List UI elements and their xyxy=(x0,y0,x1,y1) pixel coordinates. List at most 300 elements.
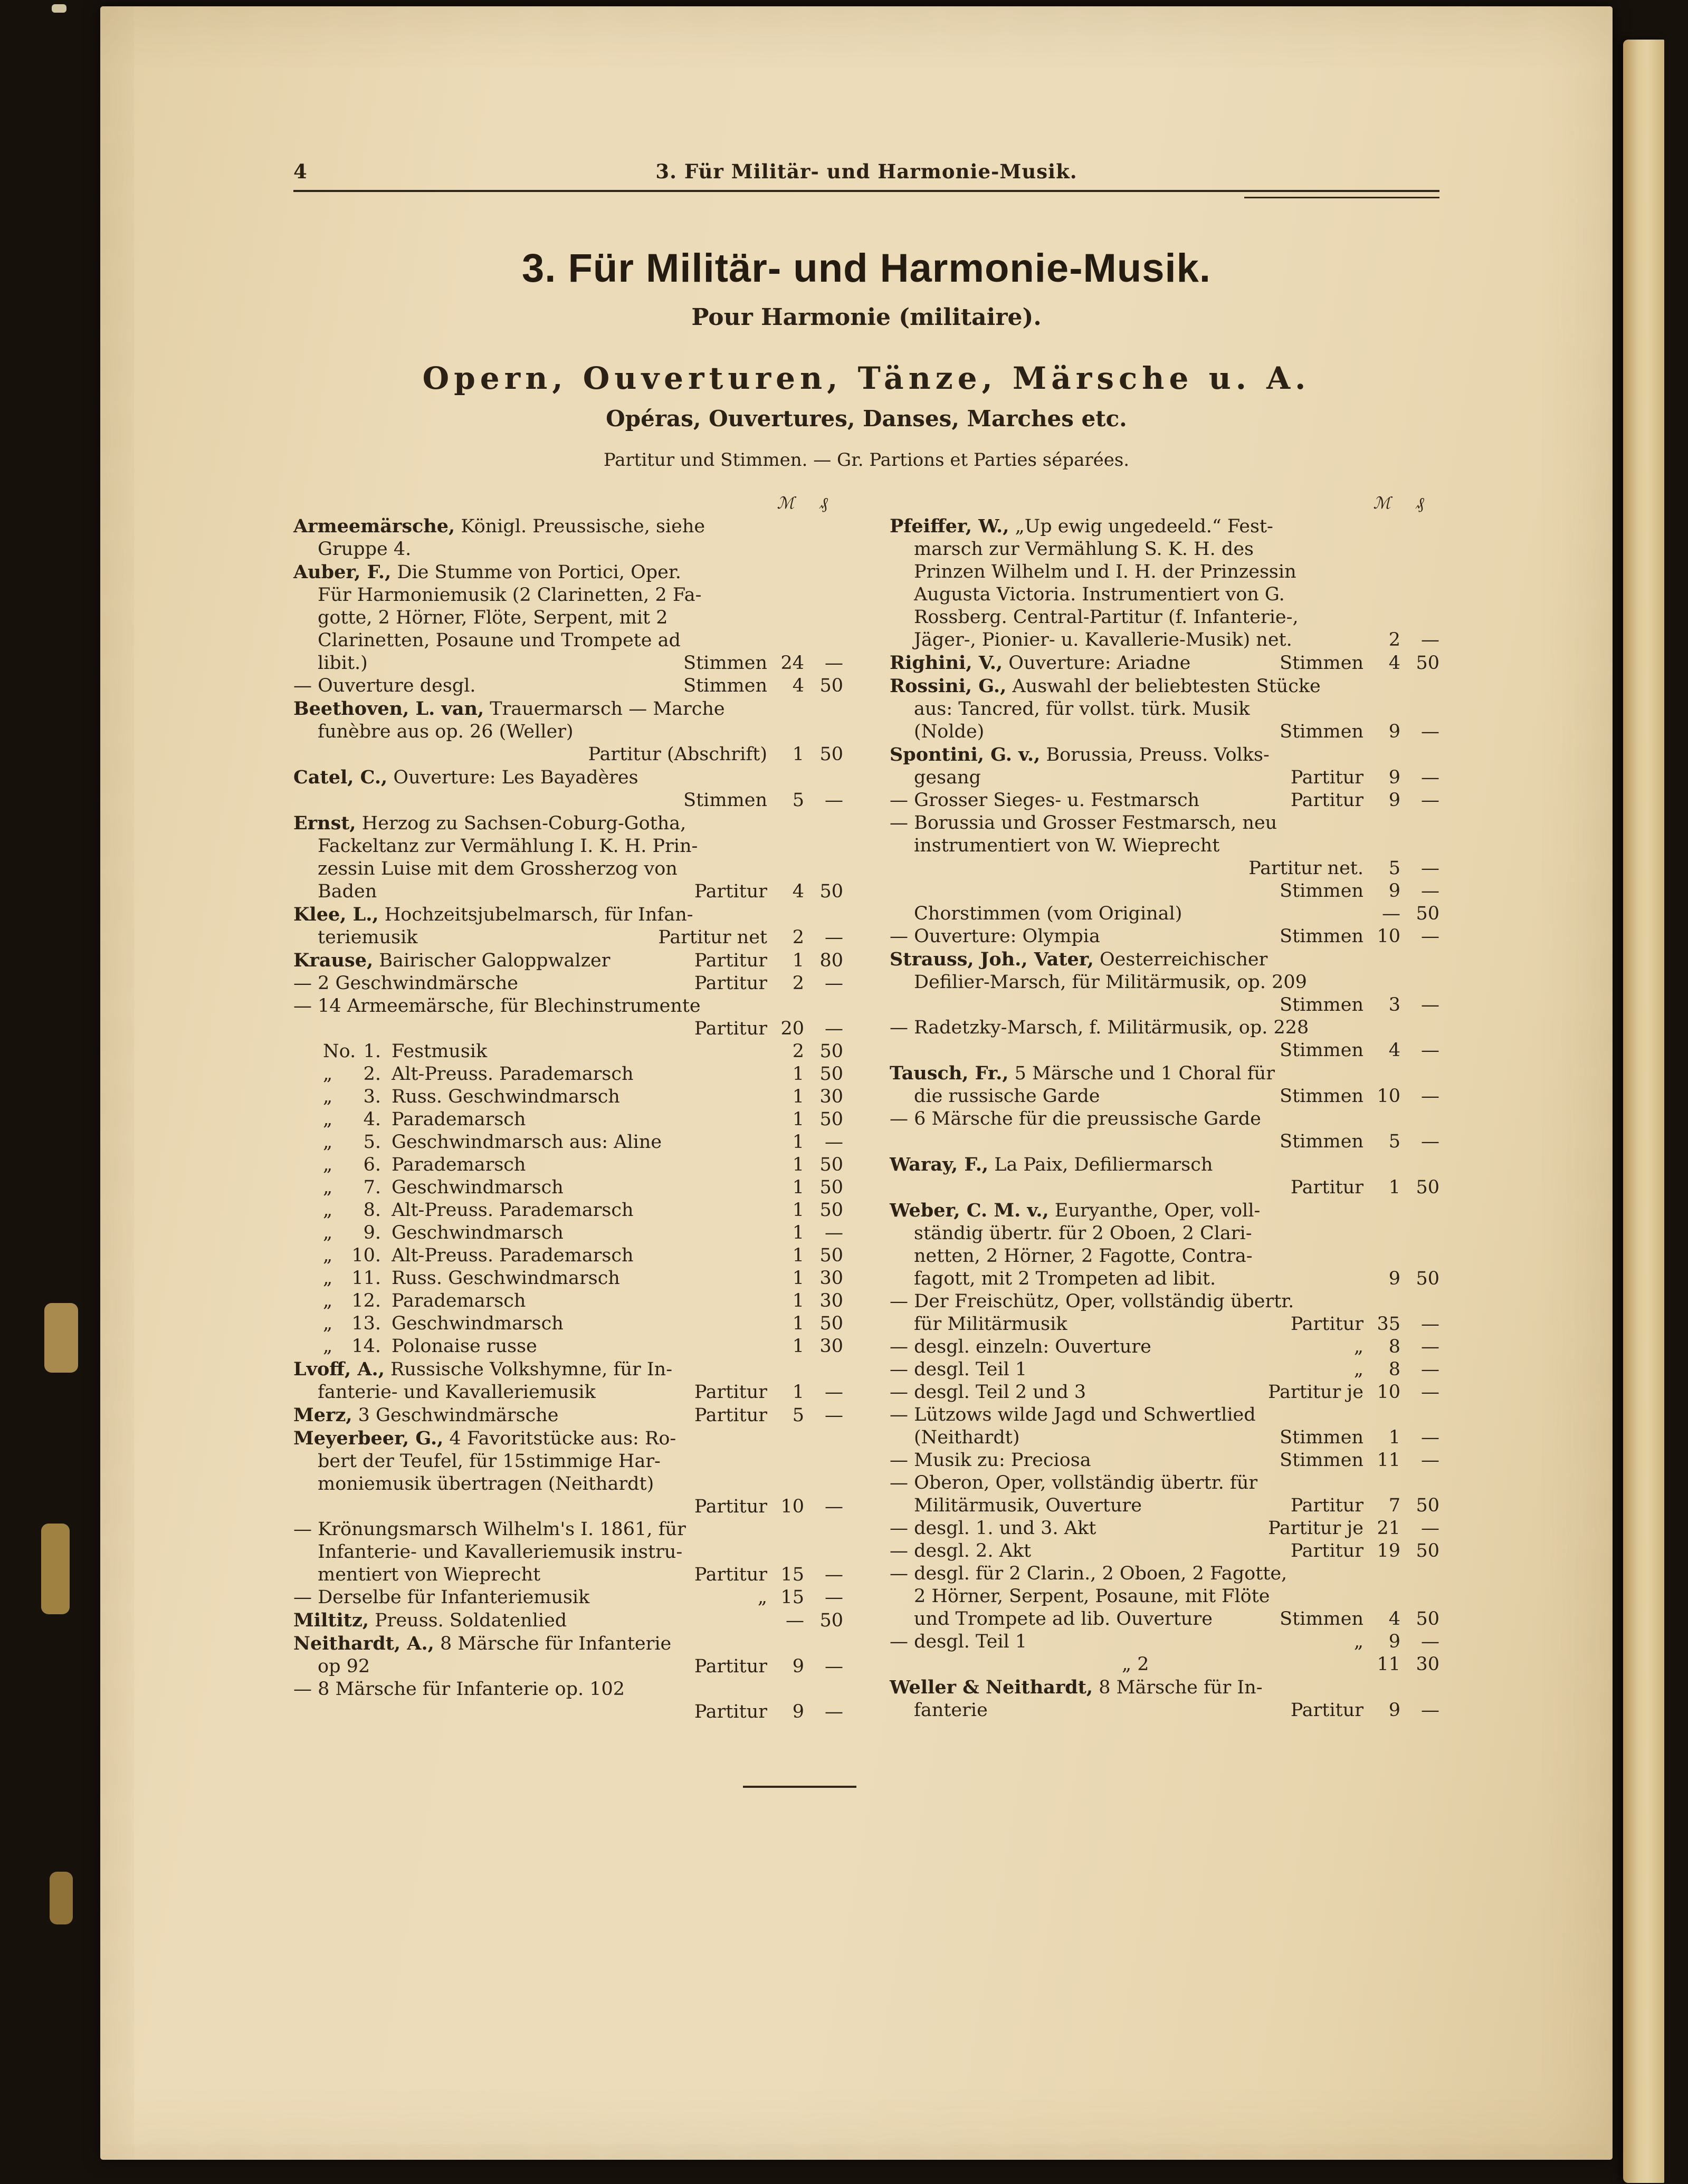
entry-text: gotte, 2 Hörner, Flöte, Serpent, mit 2 xyxy=(318,607,668,628)
entry-text: Fackeltanz zur Vermählung I. K. H. Prin- xyxy=(318,836,698,857)
composer-name: Pfeiffer, W., xyxy=(890,515,1009,537)
entry-text: Alt-Preuss. Parademarsch xyxy=(392,1064,634,1085)
price-label: Partitur xyxy=(694,881,767,902)
entry-line xyxy=(890,1290,1439,1313)
entry-line xyxy=(293,926,843,949)
price-label: Partitur xyxy=(1290,1700,1363,1721)
price-mark: 15 xyxy=(780,1587,804,1608)
entry-line xyxy=(890,994,1439,1017)
price-mark: 1 xyxy=(792,1313,804,1334)
price-label: Partitur net. xyxy=(1248,858,1363,879)
entry-line xyxy=(293,1131,843,1154)
composer-name: Merz, xyxy=(293,1404,352,1426)
price-pfennig: — xyxy=(1421,1700,1439,1721)
price-pfennig: — xyxy=(825,1656,843,1677)
entry-line xyxy=(293,1701,843,1723)
entry-line xyxy=(293,1450,843,1473)
price-mark: 20 xyxy=(780,1018,804,1039)
entry-line xyxy=(293,1154,843,1176)
list-number: 3. xyxy=(363,1086,381,1107)
mark-currency-symbol: ℳ xyxy=(777,494,795,513)
price-mark: 7 xyxy=(1388,1495,1400,1516)
entry-line xyxy=(890,1653,1439,1676)
price-pfennig: 30 xyxy=(1416,1654,1439,1675)
entry-line xyxy=(890,1449,1439,1472)
entry-line xyxy=(293,835,843,858)
entry-line xyxy=(293,1222,843,1244)
composer-name: Righini, V., xyxy=(890,652,1003,674)
entry-text: — Borussia und Grosser Festmarsch, neu xyxy=(890,812,1277,834)
price-pfennig: 50 xyxy=(1416,1268,1439,1289)
entry-text: aus: Tancred, für vollst. türk. Musik xyxy=(914,698,1250,720)
entry-text: Alt-Preuss. Parademarsch xyxy=(392,1245,634,1266)
entry-line xyxy=(890,743,1439,767)
price-label: Partitur net xyxy=(658,927,767,948)
currency-header-row xyxy=(293,494,843,513)
price-mark: 1 xyxy=(792,1336,804,1357)
list-number: 5. xyxy=(363,1132,381,1153)
price-label: Partitur xyxy=(1290,1314,1363,1335)
entry-line xyxy=(293,697,843,721)
entry-text: Geschwindmarsch aus: Aline xyxy=(392,1132,662,1153)
price-pfennig: — xyxy=(825,1564,843,1585)
price-mark: 9 xyxy=(1388,767,1400,788)
price-pfennig: — xyxy=(1421,1427,1439,1448)
entry-line xyxy=(890,561,1439,583)
price-pfennig: 50 xyxy=(819,1245,843,1266)
list-number: 4. xyxy=(363,1109,381,1130)
price-label: Partitur xyxy=(694,1656,767,1677)
price-mark: 24 xyxy=(780,653,804,674)
paper-fragment xyxy=(41,1524,70,1614)
price-label: Stimmen xyxy=(683,675,767,696)
price-mark: 9 xyxy=(1388,880,1400,902)
price-pfennig: — xyxy=(825,1496,843,1517)
entry-line xyxy=(890,1540,1439,1563)
entry-line xyxy=(293,972,843,995)
entry-line xyxy=(293,995,843,1018)
entry-text: — Lützows wilde Jagd und Schwertlied xyxy=(890,1404,1256,1425)
entry-line xyxy=(293,1176,843,1199)
list-number: 11. xyxy=(351,1268,381,1289)
entry-text: instrumentiert von W. Wieprecht xyxy=(914,835,1220,856)
catalog-column-right xyxy=(890,494,1439,1723)
entry-line xyxy=(890,812,1439,835)
list-number: 6. xyxy=(363,1154,381,1175)
entry-line xyxy=(890,1245,1439,1268)
entry-text: netten, 2 Hörner, 2 Fagotte, Contra- xyxy=(914,1246,1253,1267)
price-pfennig: — xyxy=(1421,880,1439,902)
price-pfennig: 50 xyxy=(1416,1177,1439,1198)
price-pfennig: — xyxy=(825,1382,843,1403)
price-mark: 9 xyxy=(792,1701,804,1722)
price-label: „ xyxy=(1353,1336,1363,1357)
entry-line xyxy=(293,1018,843,1040)
entry-text: Tausch, Fr., 5 Märsche und 1 Choral für xyxy=(890,1062,1275,1084)
entry-line xyxy=(890,880,1439,903)
list-prefix: „ xyxy=(323,1132,333,1153)
entry-line xyxy=(293,789,843,812)
entry-line xyxy=(890,1153,1439,1176)
price-pfennig: — xyxy=(825,1701,843,1722)
entry-line xyxy=(890,1108,1439,1131)
list-number: 8. xyxy=(363,1200,381,1221)
price-pfennig: 50 xyxy=(819,1313,843,1334)
entry-text: — Musik zu: Preciosa xyxy=(890,1450,1091,1471)
entry-line xyxy=(890,698,1439,721)
price-mark: — xyxy=(1382,903,1400,924)
price-label: „ xyxy=(1353,1631,1363,1652)
entry-text: moniemusik übertragen (Neithardt) xyxy=(318,1473,654,1495)
entry-line xyxy=(890,857,1439,880)
price-pfennig: 50 xyxy=(1416,1540,1439,1562)
price-mark: 2 xyxy=(792,973,804,994)
price-pfennig: 30 xyxy=(819,1290,843,1311)
entry-line xyxy=(293,1040,843,1063)
entry-text: zessin Luise mit dem Grossherzog von xyxy=(318,858,678,879)
list-number: 7. xyxy=(363,1177,381,1198)
entry-line xyxy=(293,607,843,629)
price-mark: 8 xyxy=(1388,1359,1400,1380)
price-pfennig: — xyxy=(1421,1450,1439,1471)
entry-line xyxy=(890,1222,1439,1245)
price-label: Partitur xyxy=(1290,1495,1363,1516)
entry-line xyxy=(890,1631,1439,1653)
entry-line xyxy=(293,766,843,789)
entry-text: Rossberg. Central-Partitur (f. Infanterie-, xyxy=(914,607,1299,628)
price-pfennig: — xyxy=(1421,790,1439,811)
paper-speck xyxy=(52,4,66,13)
price-pfennig: 30 xyxy=(819,1086,843,1107)
entry-text: bert der Teufel, für 15stimmige Har- xyxy=(318,1451,661,1472)
price-pfennig: — xyxy=(1421,994,1439,1016)
price-mark: — xyxy=(786,1610,804,1631)
entry-text: — Derselbe für Infanteriemusik xyxy=(293,1587,590,1608)
price-mark: 4 xyxy=(1388,653,1400,674)
entry-line xyxy=(293,743,843,766)
entry-text: Pfeiffer, W., „Up ewig ungedeeld.“ Fest- xyxy=(890,515,1273,537)
list-prefix: „ xyxy=(323,1290,333,1311)
entry-text: Righini, V., Ouverture: Ariadne xyxy=(890,652,1191,674)
price-pfennig: 50 xyxy=(819,1154,843,1175)
entry-text: Defilier-Marsch, für Militärmusik, op. 209 xyxy=(914,972,1307,993)
entry-line xyxy=(890,606,1439,629)
running-title: 3. Für Militär- und Harmonie-Musik. xyxy=(655,160,1077,183)
price-mark: 2 xyxy=(792,927,804,948)
entry-line xyxy=(293,515,843,538)
price-pfennig: 50 xyxy=(819,1109,843,1130)
entry-text: Parademarsch xyxy=(392,1109,526,1130)
price-mark: 1 xyxy=(792,950,804,971)
price-label: Partitur je xyxy=(1268,1382,1363,1403)
price-mark: 9 xyxy=(1388,790,1400,811)
price-mark: 4 xyxy=(792,675,804,696)
price-mark: 35 xyxy=(1377,1314,1400,1335)
composer-name: Waray, F., xyxy=(890,1154,989,1175)
section-subtitle-french: Pour Harmonie (militaire). xyxy=(691,304,1042,331)
catalog-columns xyxy=(293,494,1439,1723)
entry-text: Strauss, Joh., Vater, Oesterreichischer xyxy=(890,949,1268,970)
price-label: Partitur xyxy=(1290,1177,1363,1198)
entry-text: Klee, L., Hochzeitsjubelmarsch, für Infan- xyxy=(293,904,693,925)
entry-text: — desgl. einzeln: Ouverture xyxy=(890,1336,1151,1357)
composer-name: Weber, C. M. v., xyxy=(890,1200,1049,1221)
price-pfennig: 50 xyxy=(819,675,843,696)
entry-text: für Militärmusik xyxy=(914,1314,1067,1335)
price-mark: 1 xyxy=(792,1064,804,1085)
list-number: 1. xyxy=(363,1041,381,1062)
price-mark: 9 xyxy=(1388,1631,1400,1652)
price-pfennig: — xyxy=(825,973,843,994)
entry-line xyxy=(890,721,1439,743)
adjacent-page-edge xyxy=(1623,40,1664,2183)
entry-text: Spontini, G. v., Borussia, Preuss. Volks- xyxy=(890,744,1270,765)
entry-line xyxy=(293,1063,843,1086)
price-label: Stimmen xyxy=(1280,653,1363,674)
price-mark: 15 xyxy=(780,1564,804,1585)
composer-name: Miltitz, xyxy=(293,1610,369,1631)
entry-text: Chorstimmen (vom Original) xyxy=(914,903,1182,924)
price-label: Partitur xyxy=(694,973,767,994)
price-pfennig: 50 xyxy=(819,1041,843,1062)
entry-text: gesang xyxy=(914,767,981,788)
price-label: Stimmen xyxy=(1280,721,1363,742)
price-pfennig: — xyxy=(1421,1086,1439,1107)
entry-text: Augusta Victoria. Instrumentiert von G. xyxy=(914,584,1285,605)
entry-line xyxy=(293,812,843,835)
price-mark: 9 xyxy=(1388,721,1400,742)
entry-text: — 14 Armeemärsche, für Blechinstrumente xyxy=(293,995,701,1017)
entry-text: — 6 Märsche für die preussische Garde xyxy=(890,1108,1261,1129)
entry-text: Ernst, Herzog zu Sachsen-Coburg-Gotha, xyxy=(293,812,686,834)
price-label: Stimmen xyxy=(1280,1450,1363,1471)
entry-text: Weller & Neithardt, 8 Märsche für In- xyxy=(890,1677,1263,1698)
price-pfennig: 50 xyxy=(1416,653,1439,674)
composer-name: Spontini, G. v., xyxy=(890,744,1041,765)
entry-text: und Trompete ad lib. Ouverture xyxy=(914,1608,1213,1630)
entry-line xyxy=(890,903,1439,925)
entry-line xyxy=(890,675,1439,698)
page-content xyxy=(293,160,1439,1788)
entry-text: — Radetzky-Marsch, f. Militärmusik, op. 228 xyxy=(890,1017,1309,1038)
price-pfennig: — xyxy=(825,1018,843,1039)
entry-text: Geschwindmarsch xyxy=(392,1222,564,1243)
entry-text: Festmusik xyxy=(392,1041,488,1062)
entry-text: — Krönungsmarsch Wilhelm's I. 1861, für xyxy=(293,1519,686,1540)
entry-text: — 8 Märsche für Infanterie op. 102 xyxy=(293,1679,625,1700)
price-label: Stimmen xyxy=(1280,994,1363,1016)
price-pfennig: — xyxy=(825,1222,843,1243)
price-label: Partitur xyxy=(694,950,767,971)
price-mark: 5 xyxy=(1388,858,1400,879)
entry-text: Alt-Preuss. Parademarsch xyxy=(392,1200,634,1221)
composer-name: Lvoff, A., xyxy=(293,1358,385,1380)
entry-text: — Der Freischütz, Oper, vollständig übertr. xyxy=(890,1291,1294,1312)
price-mark: 1 xyxy=(792,1109,804,1130)
list-prefix: „ xyxy=(323,1109,333,1130)
entry-text: Parademarsch xyxy=(392,1290,526,1311)
entry-text: fanterie xyxy=(914,1700,988,1721)
price-mark: 21 xyxy=(1377,1518,1400,1539)
entry-line xyxy=(890,1472,1439,1495)
price-mark: 1 xyxy=(1388,1177,1400,1198)
price-label: Partitur xyxy=(1290,767,1363,788)
price-label: Stimmen xyxy=(1280,1427,1363,1448)
entry-line xyxy=(293,1586,843,1609)
entry-text: Catel, C., Ouverture: Les Bayadères xyxy=(293,767,638,788)
header-rule-short xyxy=(1244,197,1439,198)
entry-line xyxy=(293,1678,843,1701)
paper-fragment xyxy=(44,1303,78,1373)
price-pfennig: — xyxy=(825,1587,843,1608)
price-label: Stimmen xyxy=(1280,880,1363,902)
entry-line xyxy=(890,1336,1439,1358)
currency-header-row xyxy=(890,494,1439,513)
entry-line xyxy=(890,1199,1439,1222)
entry-text: op 92 xyxy=(318,1656,370,1677)
price-mark: 1 xyxy=(792,1268,804,1289)
price-mark: 8 xyxy=(1388,1336,1400,1357)
section-title: 3. Für Militär- und Harmonie-Musik. xyxy=(522,246,1211,291)
entry-line xyxy=(890,538,1439,561)
price-pfennig: — xyxy=(825,1132,843,1153)
price-mark: 5 xyxy=(1388,1131,1400,1152)
entry-text: Miltitz, Preuss. Soldatenlied xyxy=(293,1610,567,1631)
composer-name: Krause, xyxy=(293,950,374,971)
price-mark: 10 xyxy=(1377,1086,1400,1107)
entry-line xyxy=(293,949,843,972)
pfennig-currency-symbol: ₰ xyxy=(1416,494,1424,513)
mark-currency-symbol: ℳ xyxy=(1373,494,1391,513)
entry-text: Infanterie- und Kavalleriemusik instru- xyxy=(318,1541,683,1563)
entry-line xyxy=(293,1632,843,1655)
composer-name: Beethoven, L. van, xyxy=(293,698,484,720)
price-mark: 11 xyxy=(1377,1450,1400,1471)
entry-line xyxy=(293,629,843,652)
list-prefix: No. xyxy=(323,1041,356,1062)
entry-text: 2 Hörner, Serpent, Posaune, mit Flöte xyxy=(914,1586,1270,1607)
entry-line xyxy=(890,1404,1439,1426)
entry-text: Für Harmoniemusik (2 Clarinetten, 2 Fa- xyxy=(318,585,702,606)
price-mark: 9 xyxy=(792,1656,804,1677)
entry-text: mentiert von Wieprecht xyxy=(318,1564,541,1585)
price-label: Partitur (Abschrift) xyxy=(588,744,767,765)
price-pfennig: — xyxy=(1421,767,1439,788)
entry-line xyxy=(293,1496,843,1518)
price-mark: 19 xyxy=(1377,1540,1400,1562)
entry-text: Rossini, G., Auswahl der beliebtesten Stücke xyxy=(890,675,1321,697)
entry-text: Polonaise russe xyxy=(392,1336,537,1357)
list-prefix: „ xyxy=(323,1222,333,1243)
price-mark: 5 xyxy=(792,1405,804,1426)
entry-text: Prinzen Wilhelm und I. H. der Prinzessin xyxy=(914,561,1296,582)
entry-text: Merz, 3 Geschwindmärsche xyxy=(293,1404,559,1426)
entry-line xyxy=(890,789,1439,812)
price-mark: 10 xyxy=(1377,1382,1400,1403)
entry-text: Auber, F., Die Stumme von Portici, Oper. xyxy=(293,561,681,583)
price-mark: 11 xyxy=(1377,1654,1400,1675)
entry-text: — desgl. Teil 1 xyxy=(890,1631,1027,1652)
price-label: Stimmen xyxy=(1280,1086,1363,1107)
price-pfennig: — xyxy=(1421,926,1439,947)
price-mark: 1 xyxy=(792,744,804,765)
composer-name: Rossini, G., xyxy=(890,675,1007,697)
price-mark: 1 xyxy=(792,1290,804,1311)
price-mark: 1 xyxy=(792,1245,804,1266)
price-label: Partitur xyxy=(694,1701,767,1722)
entry-line xyxy=(890,1062,1439,1085)
list-prefix: „ xyxy=(323,1200,333,1221)
price-mark: 1 xyxy=(792,1154,804,1175)
price-pfennig: 50 xyxy=(819,1064,843,1085)
entry-line xyxy=(890,652,1439,675)
price-pfennig: — xyxy=(1421,1040,1439,1061)
list-number: 14. xyxy=(351,1336,381,1357)
entry-text: (Nolde) xyxy=(914,721,985,742)
entry-line xyxy=(293,1541,843,1564)
entry-text: Armeemärsche, Königl. Preussische, siehe xyxy=(293,515,705,537)
price-mark: 1 xyxy=(792,1132,804,1153)
entry-text: — Grosser Sieges- u. Festmarsch xyxy=(890,790,1200,811)
list-prefix: „ xyxy=(323,1177,333,1198)
entry-line xyxy=(293,1404,843,1427)
entry-line xyxy=(890,1039,1439,1062)
catalog-page xyxy=(100,6,1613,2160)
composer-name: Weller & Neithardt, xyxy=(890,1677,1093,1698)
price-pfennig: — xyxy=(825,1405,843,1426)
entry-text: — desgl. Teil 2 und 3 xyxy=(890,1382,1086,1403)
list-prefix: „ xyxy=(323,1154,333,1175)
price-label: Stimmen xyxy=(683,790,767,811)
entry-text: Clarinetten, Posaune und Trompete ad xyxy=(318,630,681,651)
price-label: Stimmen xyxy=(1280,1040,1363,1061)
section-end-rule xyxy=(743,1786,856,1788)
price-label: Partitur xyxy=(694,1382,767,1403)
entry-line xyxy=(293,1381,843,1404)
price-pfennig: — xyxy=(1421,721,1439,742)
entry-line xyxy=(890,1017,1439,1039)
page-header xyxy=(293,160,1439,183)
price-pfennig: — xyxy=(1421,1518,1439,1539)
price-label: „ xyxy=(1353,1359,1363,1380)
price-pfennig: — xyxy=(1421,629,1439,650)
price-label: Partitur xyxy=(1290,1540,1363,1562)
list-number: 9. xyxy=(363,1222,381,1243)
entry-text: Geschwindmarsch xyxy=(392,1177,564,1198)
entry-line xyxy=(890,1381,1439,1404)
list-number: 2. xyxy=(363,1064,381,1085)
composer-name: Ernst, xyxy=(293,812,356,834)
composer-name: Catel, C., xyxy=(293,767,388,788)
entry-text: — desgl. 1. und 3. Akt xyxy=(890,1518,1096,1539)
composer-name: Auber, F., xyxy=(293,561,392,583)
list-prefix: „ xyxy=(323,1086,333,1107)
price-pfennig: — xyxy=(1421,1131,1439,1152)
price-pfennig: 80 xyxy=(819,950,843,971)
entry-text: funèbre aus op. 26 (Weller) xyxy=(318,721,574,742)
entry-text: — Oberon, Oper, vollständig übertr. für xyxy=(890,1472,1258,1493)
list-number: 10. xyxy=(351,1245,381,1266)
list-prefix: „ xyxy=(323,1064,333,1085)
entry-line xyxy=(293,880,843,903)
entry-line xyxy=(890,583,1439,606)
entry-line xyxy=(890,767,1439,789)
entry-line xyxy=(890,1563,1439,1585)
entry-line xyxy=(890,948,1439,971)
entry-line xyxy=(890,1495,1439,1517)
entry-line xyxy=(293,903,843,926)
price-pfennig: — xyxy=(1421,1314,1439,1335)
